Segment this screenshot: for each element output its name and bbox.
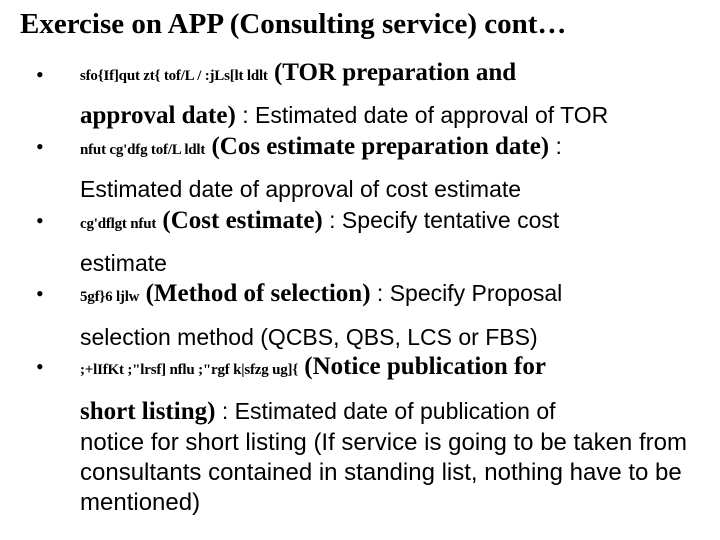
description: : Estimated date of approval of TOR: [235, 102, 609, 128]
bullet-3-line-1: [80, 205, 559, 239]
bullet-marker: •: [36, 134, 44, 159]
bullet-marker: •: [36, 208, 44, 233]
nepali-text: ;+lIfKt ;"lrsf] nflu ;"rgf k|sfzg ug]{: [80, 362, 299, 378]
description: :: [549, 133, 562, 159]
bullet-1-line-1: [80, 58, 516, 91]
bullet-5-line-1: [80, 352, 546, 385]
bullet-3-line-2: estimate: [80, 250, 167, 276]
english-term: (Method of selection): [145, 280, 371, 307]
nepali-text: sfo{If]qut zt{ tof/L / :jLs[lt ldlt: [80, 68, 268, 84]
bullet-marker: •: [36, 62, 44, 87]
bullet-5-line-2: [80, 396, 556, 427]
nepali-text: cg'dflgt nfut: [80, 216, 157, 232]
slide-title: Exercise on APP (Consulting service) cont…: [20, 8, 567, 40]
bullet-4-line-2: selection method (QCBS, QBS, LCS or FBS): [80, 324, 538, 350]
nepali-text: 5gf}6 ljlw: [80, 289, 140, 305]
bullet-4-line-1: [80, 278, 562, 312]
english-term: (Cost estimate): [162, 207, 323, 234]
bullet-2-line-2: Estimated date of approval of cost estimate: [80, 176, 522, 202]
english-term-cont: short listing): [80, 398, 216, 425]
english-term: (TOR preparation and: [273, 59, 517, 86]
bullet-1-line-2: [80, 100, 608, 131]
description: : Specify tentative cost: [322, 207, 560, 233]
bullet-5-continuation: notice for short listing (If service is going to be taken from consultants contained in standing list, nothing have to be mentioned): [80, 429, 687, 516]
bullet-marker: •: [36, 281, 44, 306]
description: : Specify Proposal: [370, 280, 563, 306]
bullet-marker: •: [36, 354, 44, 379]
english-term: (Cos estimate preparation date): [211, 133, 550, 160]
english-term: (Notice publication for: [304, 353, 546, 380]
bullet-2-line-1: [80, 131, 562, 165]
description: : Estimated date of publication of: [215, 398, 556, 424]
english-term-cont: approval date): [80, 102, 236, 129]
nepali-text: nfut cg'dfg tof/L ldlt: [80, 142, 206, 158]
